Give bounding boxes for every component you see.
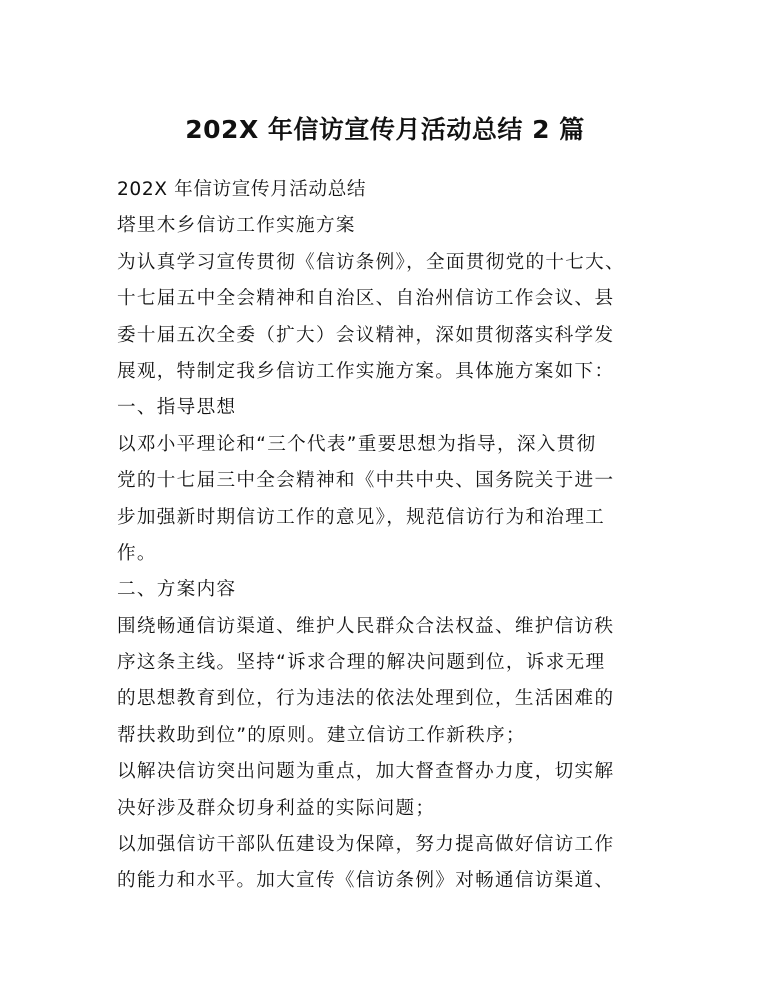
paragraph-line: 序这条主线。坚持“诉求合理的解决问题到位，诉求无理 — [117, 652, 606, 674]
paragraph-line: 以解决信访突出问题为重点，加大督查督办力度，切实解 — [117, 761, 615, 783]
heading-line: 塔里木乡信访工作实施方案 — [117, 215, 356, 237]
paragraph-line: 决好涉及群众切身利益的实际问题； — [117, 797, 436, 819]
document-body — [117, 172, 645, 900]
paragraph-line: 以邓小平理论和“三个代表”重要思想为指导，深入贯彻 — [117, 433, 597, 455]
paragraph-line: 步加强新时期信访工作的意见》，规范信访行为和治理工 — [117, 506, 606, 528]
paragraph-line: 党的十七届三中全会精神和《中共中央、国务院关于进一 — [117, 470, 615, 492]
section-heading: 一、指导思想 — [117, 397, 237, 419]
paragraph-line: 作。 — [117, 542, 157, 564]
paragraph-line: 展观，特制定我乡信访工作实施方案。具体施方案如下： — [117, 360, 615, 382]
paragraph-line: 以加强信访干部队伍建设为保障，努力提高做好信访工作 — [117, 834, 615, 856]
paragraph-line: 为认真学习宣传贯彻《信访条例》，全面贯彻党的十七大、 — [117, 251, 625, 273]
paragraph-line: 帮扶救助到位”的原则。建立信访工作新秩序； — [117, 724, 526, 746]
section-heading: 二、方案内容 — [117, 579, 237, 601]
subtitle-line: 202X 年信访宣传月活动总结 — [117, 179, 367, 200]
paragraph-line: 委十届五次全委（扩大）会议精神，深如贯彻落实科学发 — [117, 324, 615, 346]
paragraph-line: 围绕畅通信访渠道、维护人民群众合法权益、维护信访秩 — [117, 615, 615, 637]
document-title: 202X 年信访宣传月活动总结 2 篇 — [185, 115, 585, 144]
paragraph-line: 的思想教育到位，行为违法的依法处理到位，生活困难的 — [117, 688, 615, 710]
paragraph-line: 的能力和水平。加大宣传《信访条例》对畅通信访渠道、 — [117, 870, 615, 892]
paragraph-line: 十七届五中全会精神和自治区、自治州信访工作会议、县 — [117, 288, 615, 310]
